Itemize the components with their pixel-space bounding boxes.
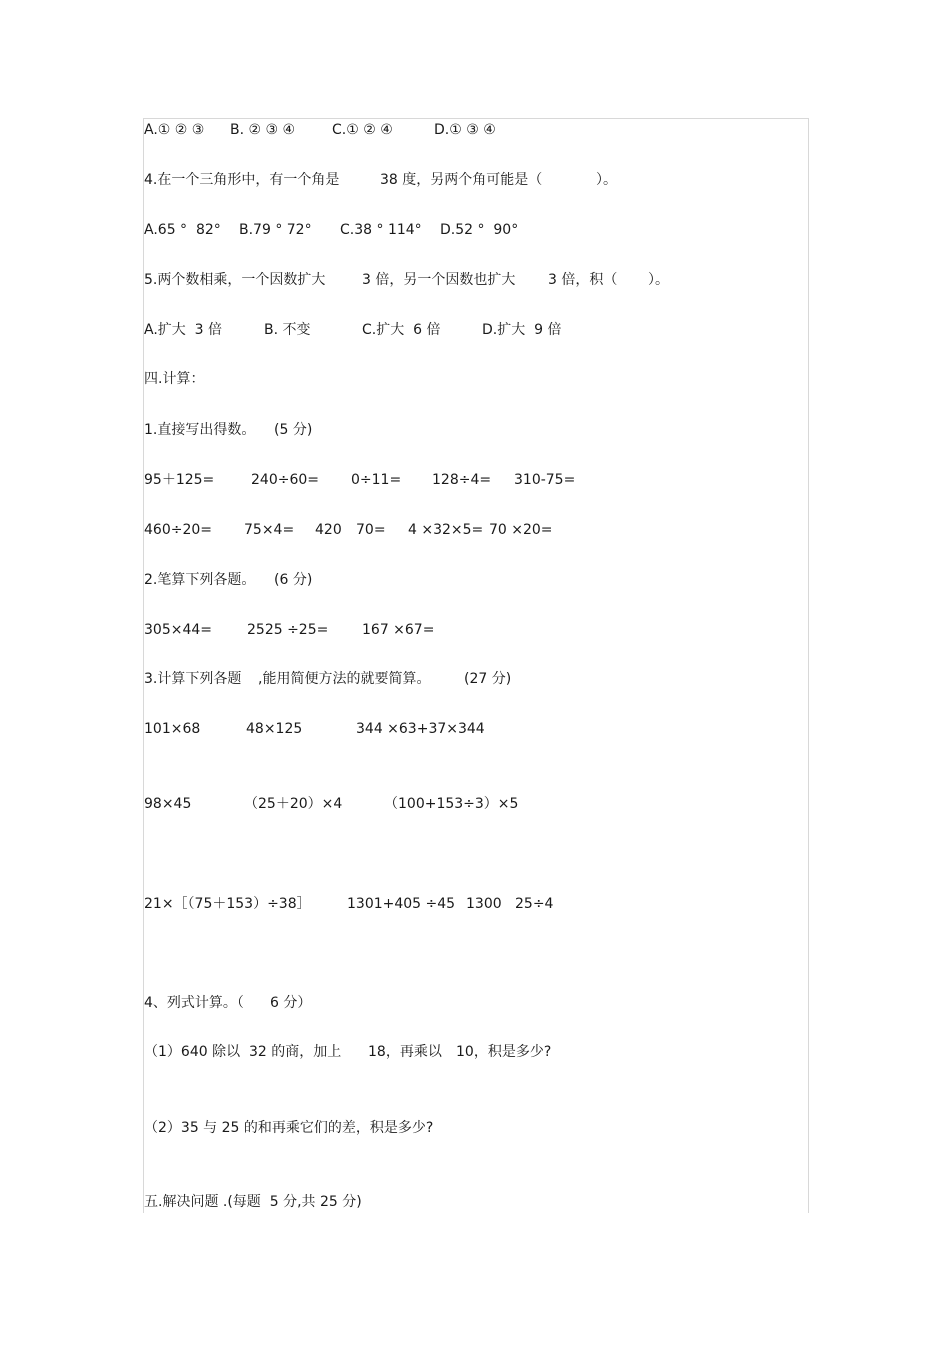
- text-segment: (27 分): [464, 671, 512, 687]
- text-segment: 4 ×32×5=: [408, 522, 484, 538]
- text-segment: （2）35 与 25 的和再乘它们的差，积是多少?: [144, 1120, 434, 1136]
- text-segment: 101×68: [144, 721, 201, 737]
- text-segment: D.52 ° 90°: [440, 222, 519, 238]
- text-segment: 305×44=: [144, 622, 212, 638]
- text-segment: C.扩大 6 倍: [362, 322, 441, 338]
- text-segment: ）。: [596, 172, 617, 188]
- text-segment: A.① ② ③: [144, 122, 205, 138]
- text-segment: C.① ② ④: [332, 122, 393, 138]
- text-segment: 460÷20=: [144, 522, 212, 538]
- text-segment: 310-75=: [514, 472, 576, 488]
- text-segment: 3 倍，另一个因数也扩大: [362, 272, 516, 288]
- text-segment: 344 ×63+37×344: [356, 721, 485, 737]
- text-segment: 4、列式计算。（: [144, 995, 244, 1011]
- text-segment: 21×［（75＋153）÷38］: [144, 896, 311, 912]
- text-segment: 98×45: [144, 796, 192, 812]
- text-segment: ,能用简便方法的就要简算。: [258, 671, 431, 687]
- text-segment: 1301+405 ÷45: [347, 896, 456, 912]
- text-segment: 0÷11=: [351, 472, 402, 488]
- text-segment: C.38 ° 114°: [340, 222, 422, 238]
- text-segment: 48×125: [246, 721, 303, 737]
- text-segment: 70 ×20=: [489, 522, 553, 538]
- text-segment: 2525 ÷25=: [247, 622, 329, 638]
- text-segment: 6 分）: [270, 995, 312, 1011]
- text-segment: （100+153÷3）×5: [384, 796, 519, 812]
- text-segment: 五.解决问题 .(每题 5 分,共 25 分): [144, 1194, 362, 1210]
- text-segment: D.① ③ ④: [434, 122, 496, 138]
- text-segment: 四.计算：: [144, 371, 205, 387]
- text-segment: 38 度，另两个角可能是（: [380, 172, 543, 188]
- text-segment: 95＋125=: [144, 472, 215, 488]
- text-segment: (6 分): [274, 572, 313, 588]
- text-segment: (5 分): [274, 422, 313, 438]
- text-segment: A.扩大 3 倍: [144, 322, 223, 338]
- text-segment: 240÷60=: [251, 472, 319, 488]
- text-segment: B. ② ③ ④: [230, 122, 296, 138]
- text-segment: D.扩大 9 倍: [482, 322, 562, 338]
- text-segment: 3.计算下列各题: [144, 671, 242, 687]
- text-segment: A.65 ° 82°: [144, 222, 221, 238]
- text-segment: 1.直接写出得数。: [144, 422, 256, 438]
- text-segment: 3 倍，积（: [548, 272, 618, 288]
- text-segment: 4.在一个三角形中，有一个角是: [144, 172, 340, 188]
- text-segment: 70=: [356, 522, 386, 538]
- text-segment: 25÷4: [515, 896, 554, 912]
- text-segment: 1300: [466, 896, 502, 912]
- text-segment: 167 ×67=: [362, 622, 435, 638]
- text-segment: 75×4=: [244, 522, 295, 538]
- text-segment: 128÷4=: [432, 472, 492, 488]
- text-segment: （1）640 除以 32 的商，加上: [144, 1044, 342, 1060]
- text-segment: B. 不变: [264, 322, 311, 338]
- text-segment: 5.两个数相乘，一个因数扩大: [144, 272, 326, 288]
- text-segment: 420: [315, 522, 342, 538]
- text-segment: 2.笔算下列各题。: [144, 572, 256, 588]
- text-segment: ）。: [648, 272, 669, 288]
- text-segment: B.79 ° 72°: [239, 222, 312, 238]
- text-segment: 18，再乘以: [368, 1044, 442, 1060]
- text-segment: 10，积是多少?: [456, 1044, 552, 1060]
- text-segment: （25＋20）×4: [244, 796, 343, 812]
